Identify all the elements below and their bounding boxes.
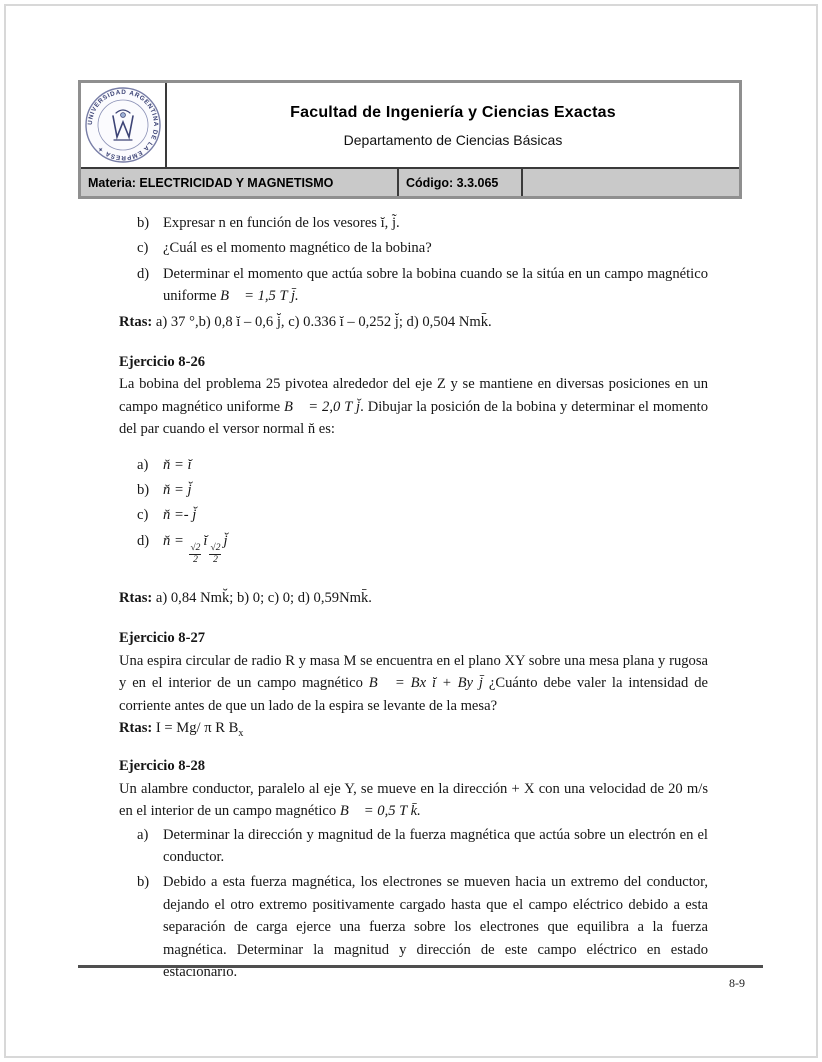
formula-pre: n̆ =: [163, 532, 188, 549]
list-text: Debido a esta fuerza magnética, los electrones se mueven hacia un extremo del conductor, dejando el otro extremo positivamente cargado hasta que el campo eléctrico debido a esta separación de carga ejerce una fuerza sobre los electrones que equilibra a la fuerza magnética. Determinar la magnitud y dirección de este campo eléctrico en estado estacionario.: [163, 874, 708, 980]
list-marker: d): [137, 265, 150, 282]
list-item: [119, 479, 708, 501]
answers-line: [119, 717, 708, 745]
answers-text: a) 0,84 Nmk̆; b) 0; c) 0; d) 0,59Nmk̄.: [152, 589, 372, 606]
fraction: [209, 543, 221, 565]
list-item: [119, 237, 708, 259]
answers-label: Rtas:: [119, 589, 153, 606]
formula-post: j̆: [223, 532, 228, 549]
formula: n̆ =- j̆: [163, 507, 197, 524]
exercise-paragraph: [119, 373, 708, 440]
logo-cell: [81, 83, 167, 167]
header-title-cell: [167, 83, 739, 167]
formula: n̆ = ĭ: [163, 456, 192, 473]
fraction-denominator: 2: [213, 554, 218, 565]
formula: B⃗ = 0,5 T k̄.: [339, 803, 421, 820]
answers-text: a) 37 °,b) 0,8 ĭ – 0,6 j̆, c) 0.336 ĭ – 0,252 j̆; d) 0,504 Nmk̄.: [152, 313, 492, 330]
exercise-title: Ejercicio 8-26: [119, 354, 206, 371]
header-bottom-row: [81, 169, 739, 196]
svg-text:UNIVERSIDAD ARGENTINA DE LA EM: UNIVERSIDAD ARGENTINA DE LA EMPRESA ✦: [86, 88, 160, 162]
answers-line: [119, 311, 708, 333]
answers-line: [119, 587, 708, 609]
list-item: [119, 263, 708, 308]
answers-text: I = Mg/ π R B: [152, 720, 239, 736]
list-text: ¿Cuál es el momento magnético de la bobina?: [163, 240, 432, 257]
exercise-paragraph: [119, 778, 708, 823]
page-footer: [78, 965, 763, 992]
list-text: [163, 263, 708, 308]
paragraph-text: La bobina del problema 25 pivotea alrededor del eje Z y se mantiene en diversas posiciones en un campo magnético uniforme: [119, 376, 708, 415]
formula: B⃗ = 2,0 T j̆: [284, 398, 361, 415]
list-marker: b): [137, 215, 150, 231]
paragraph-text: Una espira circular de radio R y masa M se encuentra en el plano XY sobre una mesa plana y rugosa y en el interior de un campo magnético: [119, 652, 708, 692]
header-table: [78, 80, 742, 199]
list-marker: d): [137, 532, 150, 549]
list-item: [119, 824, 708, 869]
fraction: [189, 543, 201, 565]
list-marker: c): [137, 240, 149, 257]
fraction-denominator: 2: [193, 554, 198, 565]
list-item: [119, 212, 708, 234]
document-body: [119, 212, 708, 983]
exercise-title: Ejercicio 8-27: [119, 630, 206, 647]
paragraph-text: . Dibujar la posición de la bobina y determinar el momento del par cuando el versor normal n̆ es:: [119, 398, 709, 438]
formula: B⃗ = 1,5 T j̄.: [220, 288, 299, 305]
answers-label: Rtas:: [119, 313, 153, 330]
faculty-title: Facultad de Ingeniería y Ciencias Exactas: [290, 104, 616, 121]
codigo-cell: Código: 3.3.065: [399, 169, 523, 196]
subscript: x: [238, 727, 244, 739]
formula-mid: ĭ: [203, 532, 208, 549]
list-text: Expresar n en función de los vesores ĭ, j̃.: [163, 215, 400, 231]
list-marker: c): [137, 507, 149, 524]
exercise-paragraph: [119, 650, 708, 717]
paragraph-text: ¿Cuánto debe valer la intensidad de corriente antes de que un lado de la espira se levante de la mesa?: [119, 675, 708, 714]
exercise-title: Ejercicio 8-28: [119, 758, 206, 775]
list-marker: a): [137, 456, 149, 473]
department-subtitle: Departamento de Ciencias Básicas: [343, 132, 563, 148]
fraction-numerator: √2: [190, 543, 201, 554]
paragraph-text: Un alambre conductor, paralelo al eje Y, se mueve en la dirección + X con una velocidad de 20 m/s en el interior de un campo magnético: [119, 780, 708, 820]
formula: B⃗ = Bx ĭ + By j̄: [368, 675, 483, 692]
list-item: [119, 504, 708, 526]
formula: n̆ = j̆: [163, 482, 192, 499]
list-marker: b): [137, 482, 150, 499]
list-text: Determinar la dirección y magnitud de la fuerza magnética que actúa sobre un electrón en el conductor.: [163, 826, 708, 865]
materia-cell: Materia: ELECTRICIDAD Y MAGNETISMO: [81, 169, 399, 196]
fraction-numerator: √2: [210, 543, 221, 554]
empty-cell: [523, 169, 739, 196]
university-seal-icon: [83, 85, 163, 165]
formula-list: [119, 454, 708, 565]
list-item: [119, 530, 708, 565]
formula: [163, 530, 708, 565]
list-marker: a): [137, 826, 149, 843]
header-top-row: [81, 83, 739, 169]
list-marker: b): [137, 874, 150, 891]
answers-label: Rtas:: [119, 720, 153, 736]
list-text-pre: Determinar el momento que actúa sobre la bobina cuando se la sitúa en un campo magnético uniforme: [163, 265, 708, 305]
page-number: 8-9: [729, 976, 745, 990]
list-item: [119, 454, 708, 476]
